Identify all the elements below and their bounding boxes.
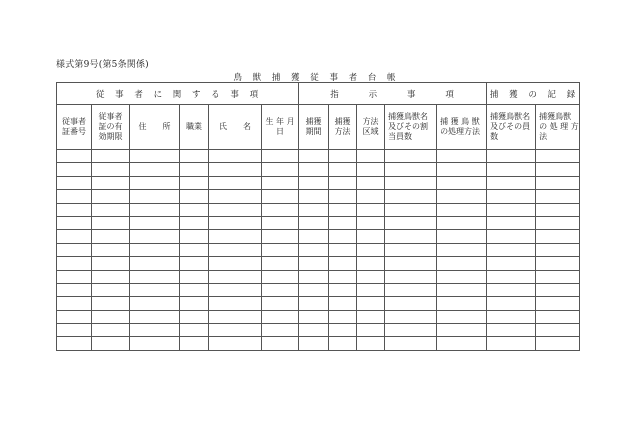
- table-cell[interactable]: [180, 230, 209, 243]
- table-cell[interactable]: [180, 243, 209, 256]
- table-cell[interactable]: [536, 270, 580, 283]
- table-row: [57, 243, 580, 256]
- table-cell[interactable]: [92, 150, 130, 163]
- table-cell[interactable]: [209, 176, 262, 189]
- group-header-capture-record: 捕 獲 の 記 録: [487, 83, 580, 105]
- table-cell[interactable]: [487, 337, 536, 350]
- table-cell[interactable]: [209, 270, 262, 283]
- table-cell[interactable]: [385, 310, 437, 323]
- table-cell[interactable]: [299, 297, 329, 310]
- table-cell[interactable]: [262, 230, 299, 243]
- col-capture-method: 捕獲 方法: [329, 105, 357, 150]
- table-cell[interactable]: [57, 190, 92, 203]
- table-cell[interactable]: [209, 216, 262, 229]
- table-cell[interactable]: [130, 257, 180, 270]
- table-cell[interactable]: [262, 176, 299, 189]
- table-cell[interactable]: [487, 230, 536, 243]
- table-cell[interactable]: [329, 270, 357, 283]
- table-cell[interactable]: [92, 270, 130, 283]
- table-cell[interactable]: [329, 243, 357, 256]
- table-cell[interactable]: [130, 243, 180, 256]
- table-cell[interactable]: [357, 297, 385, 310]
- table-cell[interactable]: [262, 163, 299, 176]
- table-cell[interactable]: [57, 216, 92, 229]
- table-cell[interactable]: [437, 270, 487, 283]
- table-cell[interactable]: [357, 203, 385, 216]
- col-occupation: 職業: [180, 105, 209, 150]
- table-cell[interactable]: [57, 324, 92, 337]
- table-cell[interactable]: [385, 337, 437, 350]
- table-cell[interactable]: [437, 243, 487, 256]
- table-cell[interactable]: [57, 230, 92, 243]
- table-cell[interactable]: [299, 257, 329, 270]
- table-cell[interactable]: [92, 243, 130, 256]
- table-cell[interactable]: [329, 150, 357, 163]
- table-cell[interactable]: [92, 230, 130, 243]
- table-cell[interactable]: [57, 243, 92, 256]
- table-cell[interactable]: [180, 176, 209, 189]
- group-header-worker: 従 事 者 に 関 す る 事 項: [57, 83, 299, 105]
- table-cell[interactable]: [437, 203, 487, 216]
- table-cell[interactable]: [536, 243, 580, 256]
- table-cell[interactable]: [385, 324, 437, 337]
- table-cell[interactable]: [385, 243, 437, 256]
- table-cell[interactable]: [437, 216, 487, 229]
- table-cell[interactable]: [180, 270, 209, 283]
- table-cell[interactable]: [92, 163, 130, 176]
- table-row: [57, 270, 580, 283]
- table-cell[interactable]: [92, 176, 130, 189]
- table-cell[interactable]: [262, 257, 299, 270]
- table-cell[interactable]: [329, 283, 357, 296]
- table-cell[interactable]: [536, 230, 580, 243]
- table-cell[interactable]: [299, 324, 329, 337]
- table-cell[interactable]: [130, 297, 180, 310]
- table-cell[interactable]: [385, 257, 437, 270]
- table-cell[interactable]: [262, 203, 299, 216]
- table-cell[interactable]: [329, 324, 357, 337]
- table-cell[interactable]: [262, 270, 299, 283]
- table-cell[interactable]: [357, 257, 385, 270]
- table-cell[interactable]: [299, 163, 329, 176]
- col-capture-period: 捕獲 期間: [299, 105, 329, 150]
- group-header-row: [57, 83, 580, 105]
- table-cell[interactable]: [92, 216, 130, 229]
- table-cell[interactable]: [437, 230, 487, 243]
- table-cell[interactable]: [209, 150, 262, 163]
- table-cell[interactable]: [209, 190, 262, 203]
- table-cell[interactable]: [357, 337, 385, 350]
- table-cell[interactable]: [299, 230, 329, 243]
- table-cell[interactable]: [357, 176, 385, 189]
- table-row: [57, 230, 580, 243]
- table-cell[interactable]: [57, 176, 92, 189]
- table-cell[interactable]: [299, 337, 329, 350]
- table-cell[interactable]: [487, 190, 536, 203]
- col-cert-number: 従事者 証番号: [57, 105, 92, 150]
- table-cell[interactable]: [180, 150, 209, 163]
- table-cell[interactable]: [437, 310, 487, 323]
- table-cell[interactable]: [536, 190, 580, 203]
- table-cell[interactable]: [180, 310, 209, 323]
- table-cell[interactable]: [57, 310, 92, 323]
- table-cell[interactable]: [92, 310, 130, 323]
- table-cell[interactable]: [329, 203, 357, 216]
- table-cell[interactable]: [209, 203, 262, 216]
- table-cell[interactable]: [329, 310, 357, 323]
- table-cell[interactable]: [329, 257, 357, 270]
- table-cell[interactable]: [92, 203, 130, 216]
- table-cell[interactable]: [130, 176, 180, 189]
- table-cell[interactable]: [329, 163, 357, 176]
- table-cell[interactable]: [329, 176, 357, 189]
- table-cell[interactable]: [180, 337, 209, 350]
- table-cell[interactable]: [209, 230, 262, 243]
- table-cell[interactable]: [487, 297, 536, 310]
- table-cell[interactable]: [57, 337, 92, 350]
- table-cell[interactable]: [385, 163, 437, 176]
- table-cell[interactable]: [180, 163, 209, 176]
- table-cell[interactable]: [130, 216, 180, 229]
- col-cert-expiry: 従事者 証の有 効期限: [92, 105, 130, 150]
- table-cell[interactable]: [92, 337, 130, 350]
- table-cell[interactable]: [536, 283, 580, 296]
- table-cell[interactable]: [262, 297, 299, 310]
- table-cell[interactable]: [299, 176, 329, 189]
- table-cell[interactable]: [262, 310, 299, 323]
- table-cell[interactable]: [130, 270, 180, 283]
- table-cell[interactable]: [385, 176, 437, 189]
- table-cell[interactable]: [57, 283, 92, 296]
- table-cell[interactable]: [487, 150, 536, 163]
- table-cell[interactable]: [437, 297, 487, 310]
- table-cell[interactable]: [357, 190, 385, 203]
- table-cell[interactable]: [437, 190, 487, 203]
- table-cell[interactable]: [262, 150, 299, 163]
- table-cell[interactable]: [385, 216, 437, 229]
- table-cell[interactable]: [209, 283, 262, 296]
- table-cell[interactable]: [437, 257, 487, 270]
- table-cell[interactable]: [357, 324, 385, 337]
- table-cell[interactable]: [180, 203, 209, 216]
- table-cell[interactable]: [487, 203, 536, 216]
- table-cell[interactable]: [329, 337, 357, 350]
- table-cell[interactable]: [329, 297, 357, 310]
- table-cell[interactable]: [536, 310, 580, 323]
- table-cell[interactable]: [57, 163, 92, 176]
- table-cell[interactable]: [180, 190, 209, 203]
- table-row: [57, 324, 580, 337]
- table-cell[interactable]: [209, 243, 262, 256]
- table-row: [57, 176, 580, 189]
- table-cell[interactable]: [536, 297, 580, 310]
- table-cell[interactable]: [487, 243, 536, 256]
- table-cell[interactable]: [180, 257, 209, 270]
- table-cell[interactable]: [299, 150, 329, 163]
- table-row: [57, 163, 580, 176]
- table-cell[interactable]: [209, 297, 262, 310]
- table-cell[interactable]: [209, 324, 262, 337]
- ledger-table: [56, 82, 580, 351]
- table-row: [57, 150, 580, 163]
- table-row: [57, 203, 580, 216]
- table-cell[interactable]: [437, 150, 487, 163]
- table-cell[interactable]: [299, 283, 329, 296]
- table-cell[interactable]: [299, 203, 329, 216]
- col-record-disposal: 捕獲鳥獣 の 処 理 方 法: [536, 105, 580, 150]
- table-cell[interactable]: [487, 310, 536, 323]
- table-cell[interactable]: [130, 324, 180, 337]
- table-cell[interactable]: [437, 176, 487, 189]
- table-cell[interactable]: [180, 324, 209, 337]
- table-cell[interactable]: [57, 150, 92, 163]
- table-row: [57, 190, 580, 203]
- table-cell[interactable]: [357, 283, 385, 296]
- table-cell[interactable]: [487, 257, 536, 270]
- table-cell[interactable]: [130, 230, 180, 243]
- col-method-area: 方法 区域: [357, 105, 385, 150]
- table-cell[interactable]: [262, 243, 299, 256]
- group-header-instructions: 指 示 事 項: [299, 83, 487, 105]
- table-cell[interactable]: [487, 163, 536, 176]
- table-cell[interactable]: [536, 257, 580, 270]
- col-disposal-method: 捕 獲 鳥 獣 の処理方法: [437, 105, 487, 150]
- table-cell[interactable]: [130, 310, 180, 323]
- table-cell[interactable]: [536, 176, 580, 189]
- col-address: 住 所: [130, 105, 180, 150]
- col-birthdate: 生 年 月 日: [262, 105, 299, 150]
- table-cell[interactable]: [299, 270, 329, 283]
- table-cell[interactable]: [357, 216, 385, 229]
- table-cell[interactable]: [385, 230, 437, 243]
- table-cell[interactable]: [92, 190, 130, 203]
- table-cell[interactable]: [180, 297, 209, 310]
- table-cell[interactable]: [437, 324, 487, 337]
- table-cell[interactable]: [180, 216, 209, 229]
- table-cell[interactable]: [262, 190, 299, 203]
- table-row: [57, 297, 580, 310]
- table-row: [57, 283, 580, 296]
- table-cell[interactable]: [299, 190, 329, 203]
- table-cell[interactable]: [57, 270, 92, 283]
- col-species-quota: 捕獲鳥獣名 及びその割 当員数: [385, 105, 437, 150]
- table-cell[interactable]: [536, 324, 580, 337]
- table-row: [57, 337, 580, 350]
- table-row: [57, 257, 580, 270]
- table-cell[interactable]: [536, 163, 580, 176]
- table-cell[interactable]: [487, 270, 536, 283]
- table-cell[interactable]: [130, 337, 180, 350]
- table-cell[interactable]: [130, 150, 180, 163]
- table-cell[interactable]: [130, 203, 180, 216]
- table-cell[interactable]: [385, 297, 437, 310]
- table-cell[interactable]: [329, 230, 357, 243]
- table-cell[interactable]: [209, 163, 262, 176]
- table-cell[interactable]: [92, 324, 130, 337]
- table-cell[interactable]: [329, 216, 357, 229]
- table-cell[interactable]: [130, 283, 180, 296]
- table-cell[interactable]: [357, 310, 385, 323]
- table-cell[interactable]: [437, 163, 487, 176]
- table-cell[interactable]: [262, 283, 299, 296]
- col-species-count: 捕獲鳥獣名 及びその員 数: [487, 105, 536, 150]
- column-header-row: [57, 105, 580, 150]
- table-cell[interactable]: [209, 337, 262, 350]
- table-cell[interactable]: [92, 297, 130, 310]
- table-cell[interactable]: [262, 324, 299, 337]
- table-row: [57, 216, 580, 229]
- document-title: 鳥 獣 捕 獲 従 事 者 台 帳: [233, 73, 397, 83]
- table-cell[interactable]: [487, 216, 536, 229]
- table-cell[interactable]: [130, 190, 180, 203]
- table-cell[interactable]: [130, 163, 180, 176]
- table-cell[interactable]: [57, 297, 92, 310]
- table-cell[interactable]: [385, 190, 437, 203]
- form-number: 様式第9号(第5条関係): [56, 60, 149, 70]
- col-name: 氏 名: [209, 105, 262, 150]
- table-cell[interactable]: [357, 230, 385, 243]
- table-cell[interactable]: [57, 257, 92, 270]
- table-cell[interactable]: [487, 176, 536, 189]
- table-cell[interactable]: [385, 270, 437, 283]
- table-cell[interactable]: [357, 150, 385, 163]
- table-cell[interactable]: [92, 257, 130, 270]
- table-cell[interactable]: [357, 270, 385, 283]
- table-cell[interactable]: [262, 337, 299, 350]
- table-cell[interactable]: [536, 337, 580, 350]
- table-cell[interactable]: [536, 216, 580, 229]
- table-cell[interactable]: [487, 324, 536, 337]
- table-cell[interactable]: [437, 283, 487, 296]
- table-cell[interactable]: [357, 163, 385, 176]
- table-row: [57, 310, 580, 323]
- table-cell[interactable]: [385, 150, 437, 163]
- table-cell[interactable]: [437, 337, 487, 350]
- table-cell[interactable]: [180, 283, 209, 296]
- table-cell[interactable]: [57, 203, 92, 216]
- table-cell[interactable]: [299, 243, 329, 256]
- table-cell[interactable]: [357, 243, 385, 256]
- table-cell[interactable]: [299, 310, 329, 323]
- table-cell[interactable]: [385, 203, 437, 216]
- table-cell[interactable]: [536, 150, 580, 163]
- table-cell[interactable]: [262, 216, 299, 229]
- table-cell[interactable]: [299, 216, 329, 229]
- table-cell[interactable]: [536, 203, 580, 216]
- table-cell[interactable]: [92, 283, 130, 296]
- table-cell[interactable]: [329, 190, 357, 203]
- table-cell[interactable]: [209, 257, 262, 270]
- table-cell[interactable]: [209, 310, 262, 323]
- table-cell[interactable]: [487, 283, 536, 296]
- table-cell[interactable]: [385, 283, 437, 296]
